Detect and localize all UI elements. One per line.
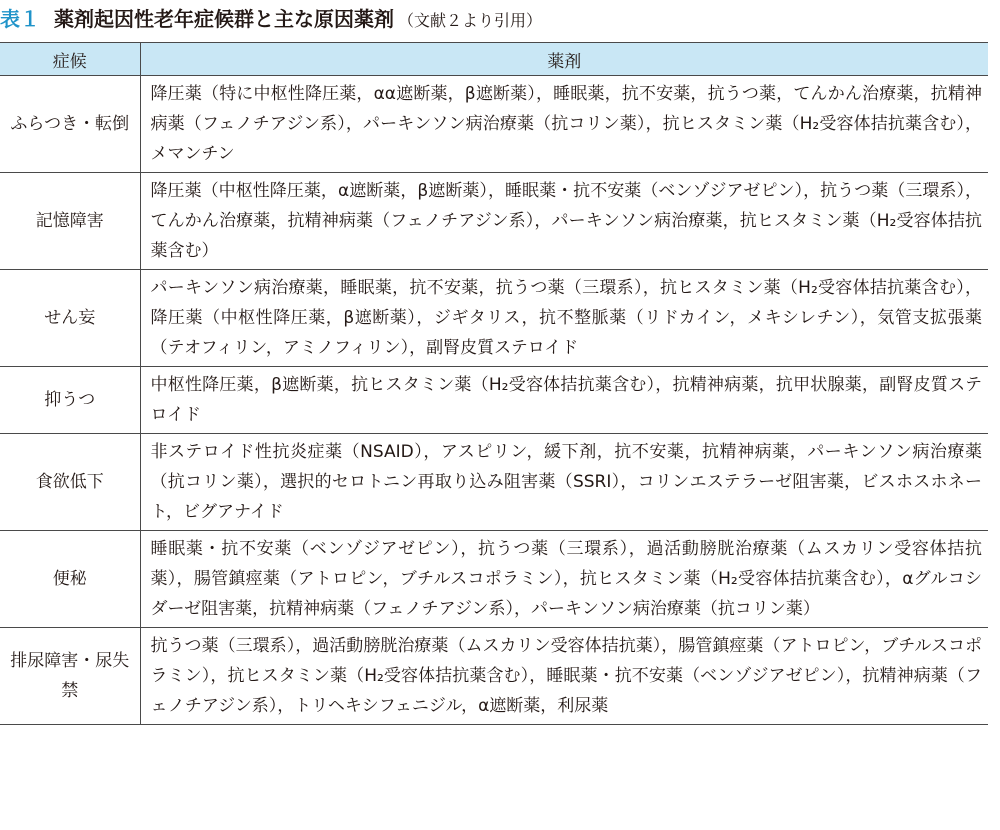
table-caption bbox=[0, 4, 542, 34]
symptom-cell: 抑うつ bbox=[0, 367, 140, 434]
symptom-cell: 排尿障害・尿失禁 bbox=[0, 628, 140, 725]
drugs-cell: 中枢性降圧薬，β遮断薬，抗ヒスタミン薬（H₂受容体拮抗薬含む），抗精神病薬，抗甲状腺薬，副腎皮質ステロイド bbox=[140, 367, 988, 434]
table-header-row bbox=[0, 43, 988, 76]
drugs-cell: 降圧薬（特に中枢性降圧薬，αα遮断薬，β遮断薬），睡眠薬，抗不安薬，抗うつ薬，てんかん治療薬，抗精神病薬（フェノチアジン系），パーキンソン病治療薬（抗コリン薬），抗ヒスタミン薬（H₂受容体拮抗薬含む），メマンチン bbox=[140, 76, 988, 173]
symptom-cell: せん妄 bbox=[0, 270, 140, 367]
drugs-cell: 睡眠薬・抗不安薬（ベンゾジアゼピン），抗うつ薬（三環系），過活動膀胱治療薬（ムスカリン受容体拮抗薬），腸管鎮痙薬（アトロピン，ブチルスコポラミン），抗ヒスタミン薬（H₂受容体拮抗薬含む），αグルコシダーゼ阻害薬，抗精神病薬（フェノチアジン系），パーキンソン病治療薬（抗コリン薬） bbox=[140, 531, 988, 628]
table-row bbox=[0, 76, 988, 173]
symptom-cell: ふらつき・転倒 bbox=[0, 76, 140, 173]
table-number: 表１ bbox=[0, 7, 40, 31]
table-title: 薬剤起因性老年症候群と主な原因薬剤 bbox=[54, 7, 394, 31]
table-row bbox=[0, 531, 988, 628]
table-row bbox=[0, 367, 988, 434]
table-row bbox=[0, 628, 988, 725]
table-source-note: （文献２より引用） bbox=[398, 11, 543, 30]
drugs-cell: 非ステロイド性抗炎症薬（NSAID），アスピリン，緩下剤，抗不安薬，抗精神病薬，パーキンソン病治療薬（抗コリン薬），選択的セロトニン再取り込み阻害薬（SSRI），コリンエステラーゼ阻害薬，ビスホスホネート，ビグアナイド bbox=[140, 434, 988, 531]
table-row bbox=[0, 173, 988, 270]
symptom-cell: 記憶障害 bbox=[0, 173, 140, 270]
header-symptom: 症候 bbox=[0, 43, 140, 76]
table-row bbox=[0, 270, 988, 367]
drugs-cell: 抗うつ薬（三環系），過活動膀胱治療薬（ムスカリン受容体拮抗薬），腸管鎮痙薬（アトロピン，ブチルスコポラミン），抗ヒスタミン薬（H₂受容体拮抗薬含む），睡眠薬・抗不安薬（ベンゾジアゼピン），抗精神病薬（フェノチアジン系），トリヘキシフェニジル，α遮断薬，利尿薬 bbox=[140, 628, 988, 725]
symptom-cell: 便秘 bbox=[0, 531, 140, 628]
symptom-cell: 食欲低下 bbox=[0, 434, 140, 531]
drug-table bbox=[0, 42, 988, 725]
drugs-cell: パーキンソン病治療薬，睡眠薬，抗不安薬，抗うつ薬（三環系），抗ヒスタミン薬（H₂受容体拮抗薬含む），降圧薬（中枢性降圧薬，β遮断薬），ジギタリス，抗不整脈薬（リドカイン，メキシレチン），気管支拡張薬（テオフィリン，アミノフィリン），副腎皮質ステロイド bbox=[140, 270, 988, 367]
drugs-cell: 降圧薬（中枢性降圧薬，α遮断薬，β遮断薬），睡眠薬・抗不安薬（ベンゾジアゼピン），抗うつ薬（三環系），てんかん治療薬，抗精神病薬（フェノチアジン系），パーキンソン病治療薬，抗ヒスタミン薬（H₂受容体拮抗薬含む） bbox=[140, 173, 988, 270]
table-row bbox=[0, 434, 988, 531]
header-drugs: 薬剤 bbox=[140, 43, 988, 76]
